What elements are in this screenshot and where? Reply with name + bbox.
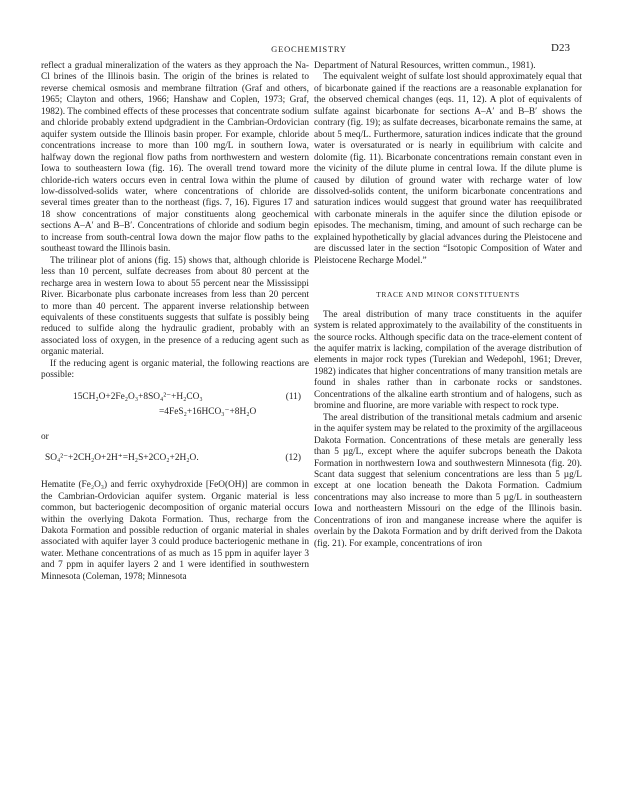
equation-12-text: SO₄²⁻+2CH₂O+2H⁺=H₂S+2CO₂+2H₂O.	[45, 453, 199, 464]
left-column	[41, 61, 309, 583]
equation-11-continued	[41, 407, 309, 422]
equation-11-lhs: 15CH₂O+2Fe₂O₃+8SO₄²⁻+H₂CO₃	[73, 391, 203, 402]
equation-12	[41, 453, 309, 468]
running-title: GEOCHEMISTRY	[271, 44, 347, 54]
paragraph: The equivalent weight of sulfate lost should approximately equal that of bicarbonate gained if the reactions are a reasonable explanation for the observed chemical changes (eqs. 11, 12). A plot of equivalents of sulfate against bicarbonate for sections A–A′ and B–B′ shows the contrary (fig. 19); as sulfate decreases, bicarbonate remains the same, at about 5 meq/L. Furthermore, saturation indices indicate that the ground water is oversaturated or is nearly in equilibrium with calcite and dolomite (fig. 11). Bicarbonate concentrations remain constant even in the vicinity of the dilute plume in central Iowa. If the dilute plume is caused by dilution of ground water with recharge water of low dissolved-solids content, the uniform bicarbonate concentrations and saturation indices would suggest that ground water has reequilibrated with carbonate minerals in the aquifer since the dilution episode or episodes. The mechanism, timing, and amount of such recharge can be explained hypothetically by glacial advances during the Pleistocene and are discussed later in the section “Isotopic Composition of Water and Pleistocene Recharge Model.”	[314, 72, 582, 266]
paragraph: The areal distribution of many trace constituents in the aquifer system is related approximately to the availability of the constituents in the source rocks. Although specific data on the trace-element content of the aquifer matrix is lacking, compilation of the average distribution of elements in major rock types (Turekian and Wedepohl, 1961; Drever, 1982) indicates that higher concentrations of many transition metals are found in shales rather than in carbonate rocks or sandstones. Concentrations of the alkaline earth strontium and of halogens, such as bromine and fluorine, are more variable with respect to rock type.	[314, 309, 582, 412]
paragraph: The trilinear plot of anions (fig. 15) shows that, although chloride is less than 10 percent, sulfate decreases from about 80 percent at the recharge area in western Iowa to about 55 percent near the Mississippi River. Bicarbonate plus carbonate increases from less than 20 percent to more than 40 percent. The apparent inverse relationship between equivalents of these constituents suggests that sulfate is possibly being reduced to sulfide along the hydraulic gradient, probably with an associated loss of oxygen, in the presence of a reducing agent such as organic material.	[41, 255, 309, 358]
paragraph: The areal distribution of the transitional metals cadmium and arsenic in the aquifer system may be related to the proximity of the argillaceous Dakota Formation. Concentrations of these metals are generally less than 5 µg/L, except where the aquifer subcrops beneath the Dakota Formation in northwestern Iowa and southwestern Minnesota (fig. 20). Scant data suggest that selenium concentrations are less than 5 µg/L except at one location beneath the Dakota Formation. Cadmium concentrations may also increase to more than 5 µg/L in southeastern Iowa and northeastern Missouri on the edge of the Illinois basin. Concentrations of iron and manganese increase where the aquifer is overlain by the Dakota Formation and by drift derived from the Dakota (fig. 21). For example, concentrations of iron	[314, 412, 582, 549]
paragraph: Department of Natural Resources, written commun., 1981).	[314, 61, 536, 71]
page-number: D23	[551, 42, 570, 54]
right-column	[314, 61, 582, 550]
paragraph: reflect a gradual mineralization of the waters as they approach the Na-Cl brines of the Illinois basin. The origin of the brines is related to reverse chemical osmosis and membrane filtration (Graf and others, 1965; Clayton and others, 1966; Hanshaw and Coplen, 1973; Graf, 1982). The combined effects of these processes that concentrate sodium and chloride probably extend updgradient in the Cambrian-Ordovician aquifer system outside the Illinois basin proper. For example, chloride concentrations increase to more than 100 mg/L in southern Iowa, halfway down the regional flow paths from northwestern and western Iowa to southeastern Iowa (fig. 16). The overall trend toward more chloride-rich waters occurs even in central Iowa within the plume of low-dissolved-solids water, where concentrations of chloride are several times greater than to the northeast (figs. 7, 16). Figures 17 and 18 show concentrations of major constituents along geochemical sections A–A′ and B–B′. Concentrations of chloride and sodium begin to increase from south-central Iowa down the major flow paths to the southeast toward the Illinois basin.	[41, 61, 309, 255]
page-header	[0, 42, 618, 56]
or-connector: or	[41, 431, 49, 442]
equation-11-rhs: =4FeS₂+16HCO₃⁻+8H₂O	[159, 406, 257, 417]
equation-11-number: (11)	[285, 391, 301, 402]
paragraph: Hematite (Fe₂O₃) and ferric oxyhydroxide [FeO(OH)] are common in the Cambrian-Ordovician aquifer system. Organic material is less common, but bacteriogenic decomposition of organic material occurs within the overlying Dakota Formation. Thus, recharge from the Dakota Formation and possible reduction of organic material in shales associated with aquifer layer 3 could produce bacteriogenic methane in water. Methane concentrations of as much as 15 ppm in aquifer layer 3 and 7 ppm in aquifer layers 2 and 1 were identified in southwestern Minnesota (Coleman, 1978; Minnesota	[41, 480, 309, 582]
equation-12-number: (12)	[285, 453, 301, 464]
section-heading: TRACE AND MINOR CONSTITUENTS	[376, 290, 520, 300]
equation-11	[41, 392, 309, 407]
paragraph: If the reducing agent is organic material, the following reactions are possible:	[41, 358, 309, 381]
